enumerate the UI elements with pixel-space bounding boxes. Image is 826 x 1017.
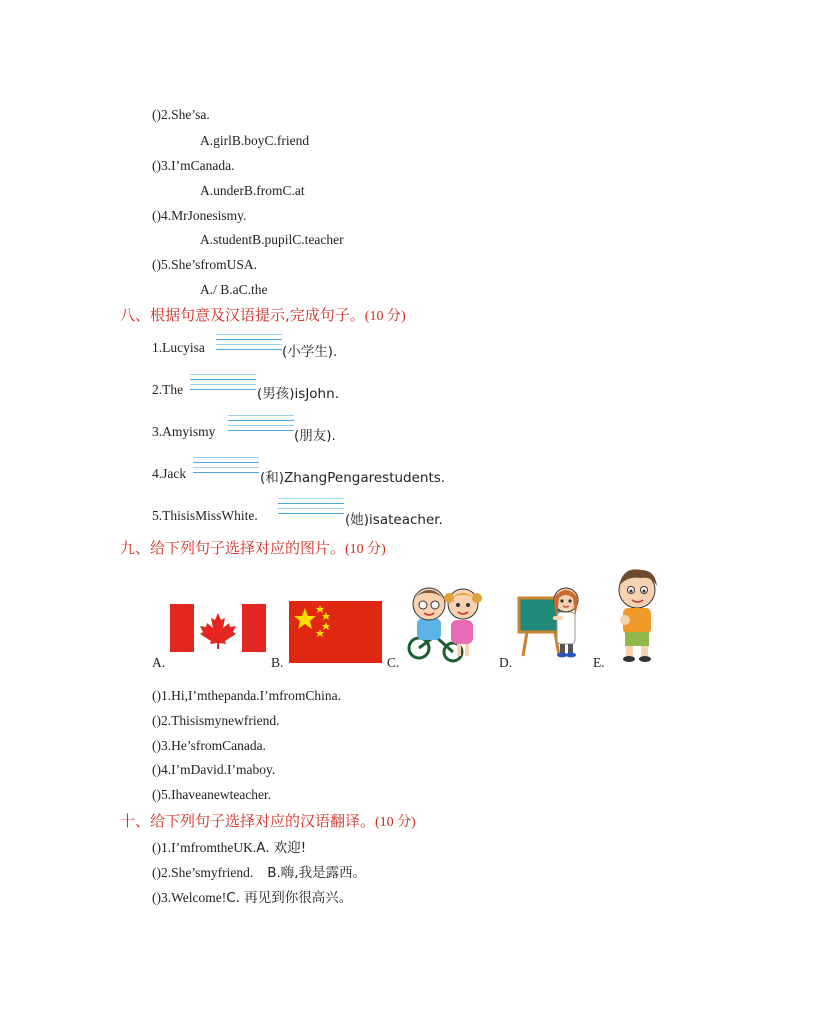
translation-item-1	[152, 836, 306, 856]
translation-item-2-cn: B.嗨,我是露西。	[267, 865, 367, 881]
fill-item-5-after: (她)isateacher.	[345, 512, 443, 528]
picture-question-3: ()3.He’sfromCanada.	[152, 738, 266, 753]
boy-icon	[611, 566, 663, 664]
fill-blank-3[interactable]	[228, 414, 294, 436]
section-8-score: (10 分)	[364, 309, 406, 324]
picture-d-label: D.	[499, 655, 513, 670]
question-2: ()2.She’sa.	[152, 107, 210, 122]
fill-blank-5[interactable]	[278, 497, 344, 519]
fill-blank-4[interactable]	[193, 456, 259, 478]
section-8-heading	[120, 304, 406, 325]
question-2-options: A.girlB.boyC.friend	[200, 133, 310, 148]
picture-e-label: E.	[593, 655, 605, 670]
translation-item-1-cn: A. 欢迎!	[256, 840, 307, 856]
section-10-heading	[120, 810, 416, 831]
translation-item-1-en: ()1.I’mfromtheUK.	[152, 840, 257, 855]
question-5: ()5.She’sfromUSA.	[152, 257, 257, 272]
section-10-title: 十、给下列句子选择对应的汉语翻译。	[120, 812, 376, 830]
fill-blank-1[interactable]	[216, 333, 282, 355]
fill-blank-2[interactable]	[190, 373, 256, 395]
translation-item-3-cn: C. 再见到你很高兴。	[226, 890, 353, 906]
picture-question-5: ()5.Ihaveanewteacher.	[152, 787, 272, 802]
fill-item-1-after: (小学生).	[282, 344, 338, 360]
fill-item-5	[152, 508, 258, 524]
two-kids-icon	[405, 584, 489, 664]
picture-b-label: B.	[271, 655, 284, 670]
fill-item-3	[152, 424, 215, 440]
question-4: ()4.MrJonesismy.	[152, 208, 247, 223]
section-9-title: 九、给下列句子选择对应的图片。	[120, 539, 346, 557]
translation-item-3	[152, 886, 352, 906]
question-3-options: A.underB.fromC.at	[200, 183, 305, 198]
fill-item-5-before: 5.ThisisMissWhite.	[152, 508, 258, 523]
section-8-title: 八、根据句意及汉语提示,完成句子。	[120, 306, 365, 324]
translation-item-2	[152, 861, 366, 881]
teacher-icon	[517, 582, 587, 658]
fill-item-3-after: (朋友).	[294, 428, 336, 444]
fill-item-2	[152, 382, 183, 398]
fill-item-4-before: 4.Jack	[152, 466, 187, 481]
section-9-score: (10 分)	[345, 542, 386, 557]
fill-item-2-after: (男孩)isJohn.	[257, 386, 339, 402]
translation-item-2-en: ()2.She’smyfriend.	[152, 865, 254, 880]
fill-item-4-after: (和)ZhangPengarestudents.	[260, 470, 446, 486]
question-5-options: A./ B.aC.the	[200, 282, 268, 297]
picture-c-label: C.	[387, 655, 400, 670]
fill-item-1-before: 1.Lucyisa	[152, 340, 205, 355]
fill-item-3-before: 3.Amyismy	[152, 424, 216, 439]
picture-question-2: ()2.Thisismynewfriend.	[152, 713, 280, 728]
section-10-score: (10 分)	[375, 815, 416, 830]
canada-flag-icon	[170, 604, 266, 652]
fill-item-4	[152, 466, 186, 482]
fill-item-2-before: 2.The	[152, 382, 184, 397]
china-flag-icon	[289, 601, 382, 663]
question-3: ()3.I’mCanada.	[152, 158, 235, 173]
section-9-heading	[120, 537, 386, 558]
picture-question-4: ()4.I’mDavid.I’maboy.	[152, 762, 276, 777]
picture-a-label: A.	[152, 655, 166, 670]
translation-item-3-en: ()3.Welcome!	[152, 890, 227, 905]
question-4-options: A.studentB.pupilC.teacher	[200, 232, 344, 247]
picture-question-1: ()1.Hi,I’mthepanda.I’mfromChina.	[152, 688, 341, 703]
fill-item-1	[152, 340, 205, 356]
